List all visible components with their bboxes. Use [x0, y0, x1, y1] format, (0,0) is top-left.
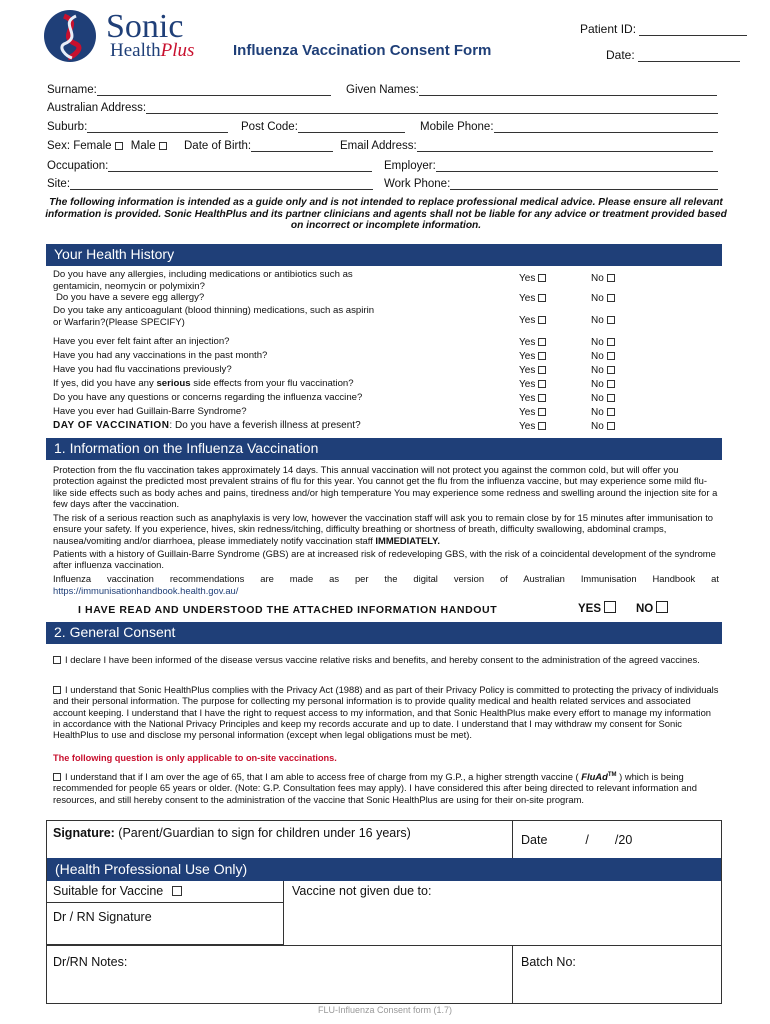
form-title: Influenza Vaccination Consent Form: [233, 42, 492, 59]
handout-yes: YES: [578, 601, 616, 615]
history-no-10[interactable]: No: [591, 421, 615, 432]
question-anticoagulant: Do you take any anticoagulant (blood thinning) medications, such as aspirin or Warfarin?(Please SPECIFY): [53, 305, 375, 328]
yes-checkbox[interactable]: [538, 294, 546, 302]
history-no-2[interactable]: No: [591, 293, 615, 304]
employer-field[interactable]: Employer:: [384, 160, 718, 172]
yes-checkbox[interactable]: [538, 394, 546, 402]
vaccine-not-given-field[interactable]: Vaccine not given due to:: [292, 884, 432, 898]
work-phone-field[interactable]: Work Phone:: [384, 178, 718, 190]
suitable-for-vaccine: Suitable for Vaccine: [47, 881, 284, 903]
question-guillain-barre: Have you ever had Guillain-Barre Syndrome?: [53, 406, 247, 417]
no-checkbox[interactable]: [607, 294, 615, 302]
no-checkbox[interactable]: [607, 422, 615, 430]
history-yes-5[interactable]: Yes: [519, 351, 546, 362]
suitable-checkbox[interactable]: [172, 886, 182, 896]
no-checkbox[interactable]: [607, 408, 615, 416]
history-yes-7[interactable]: Yes: [519, 379, 546, 390]
section1-paragraph-3: Patients with a history of Guillain-Barre Syndrome (GBS) are at increased risk of redeveloping GBS, with the risk of a coincidental development of the syndrome after influenza vaccination.: [53, 548, 716, 571]
history-no-3[interactable]: No: [591, 315, 615, 326]
question-recent-vaccinations: Have you had any vaccinations in the past month?: [53, 350, 268, 361]
history-no-4[interactable]: No: [591, 337, 615, 348]
email-field[interactable]: Email Address:: [340, 140, 713, 152]
history-yes-8[interactable]: Yes: [519, 393, 546, 404]
given-names-field[interactable]: Given Names:: [346, 84, 717, 96]
signature-table: [46, 820, 722, 1004]
history-yes-2[interactable]: Yes: [519, 293, 546, 304]
section1-paragraph-2: The risk of a serious reaction such as anaphylaxis is very low, however the vaccination staff will ask you to remain close by for 15 minutes after immunisation to ensure your safety. If you experience, hives, skin redness/itching, difficulty breathing or shortness of breath, difficulty swallowing, abdominal cramps, nausea/vomiting and/or diarrhoea, please immediately notify vaccination staff IMMEDIATELY.: [53, 512, 714, 546]
no-checkbox[interactable]: [607, 338, 615, 346]
consent-3-checkbox[interactable]: [53, 773, 61, 781]
history-yes-4[interactable]: Yes: [519, 337, 546, 348]
question-egg-allergy: Do you have a severe egg allergy?: [56, 292, 205, 303]
yes-checkbox[interactable]: [538, 352, 546, 360]
question-allergies: Do you have any allergies, including medications or antibiotics such as gentamicin, neomycin or polymixin?: [53, 269, 353, 292]
question-faint: Have you ever felt faint after an injection?: [53, 336, 230, 347]
no-checkbox[interactable]: [607, 316, 615, 324]
consent-2: I understand that Sonic HealthPlus complies with the Privacy Act (1988) and as part of their Privacy Policy is committed to protecting the privacy of individuals and their personal information. The purpose for collecting my personal information is to provide quality medical and health related services and associated account keeping. I understand that I have the right to request access to my information, and that Sonic HealthPlus make every effort to manage my information in accordance with the National Privacy Principles and keep my records accurate and up to date. I understand that I may withdraw my consent for Sonic HealthPlus to use and disclose my personal information (except when legal obligations must be met).: [53, 684, 719, 741]
handout-no: NO: [636, 601, 668, 615]
postcode-field[interactable]: Post Code:: [241, 121, 405, 133]
handbook-link[interactable]: https://immunisationhandbook.health.gov.au/: [53, 585, 239, 596]
no-checkbox[interactable]: [607, 274, 615, 282]
read-understood-statement: I HAVE READ AND UNDERSTOOD THE ATTACHED INFORMATION HANDOUT: [78, 604, 498, 616]
no-checkbox[interactable]: [607, 366, 615, 374]
yes-checkbox[interactable]: [538, 338, 546, 346]
history-yes-3[interactable]: Yes: [519, 315, 546, 326]
consent-1: I declare I have been informed of the disease versus vaccine relative risks and benefits, and hereby consent to the administration of the agreed vaccines.: [53, 654, 719, 665]
question-feverish: DAY OF VACCINATION: Do you have a feverish illness at present?: [53, 420, 361, 431]
male-checkbox[interactable]: [159, 142, 167, 150]
no-checkbox[interactable]: [607, 352, 615, 360]
mobile-field[interactable]: Mobile Phone:: [420, 121, 718, 133]
logo-emblem: [44, 10, 96, 62]
section2-header: 2. General Consent: [46, 622, 722, 644]
suburb-field[interactable]: Suburb:: [47, 121, 228, 133]
address-field[interactable]: Australian Address:: [47, 102, 718, 114]
occupation-field[interactable]: Occupation:: [47, 160, 372, 172]
yes-checkbox[interactable]: [538, 274, 546, 282]
no-checkbox[interactable]: [607, 394, 615, 402]
footer-form-id: FLU-Influenza Consent form (1.7): [317, 1005, 453, 1015]
yes-checkbox[interactable]: [538, 366, 546, 374]
disclaimer-text: The following information is intended as a guide only and is not intended to replace professional medical advice. Please ensure all relevant information is provided. Sonic HealthPlus and its partner clinicians and agents shall not be liable for any advice or treatment provided based on incorrect or incomplete information.: [45, 197, 727, 231]
consent-1-checkbox[interactable]: [53, 656, 61, 664]
history-no-7[interactable]: No: [591, 379, 615, 390]
logo-wordmark: Sonic: [106, 8, 184, 45]
history-no-6[interactable]: No: [591, 365, 615, 376]
consent-2-checkbox[interactable]: [53, 686, 61, 694]
question-concerns: Do you have any questions or concerns regarding the influenza vaccine?: [53, 392, 363, 403]
hp-use-header: (Health Professional Use Only): [47, 858, 721, 881]
history-no-1[interactable]: No: [591, 273, 615, 284]
batch-number-field[interactable]: Batch No:: [513, 945, 721, 1003]
dob-field[interactable]: Date of Birth:: [184, 140, 333, 152]
surname-field[interactable]: Surname:: [47, 84, 331, 96]
handout-yes-checkbox[interactable]: [604, 601, 616, 613]
section1-header: 1. Information on the Influenza Vaccination: [46, 438, 722, 460]
history-yes-9[interactable]: Yes: [519, 407, 546, 418]
consent-3: I understand that if I am over the age of 65, that I am able to access free of charge from my G.P., a higher strength vaccine ( FluAd™ ) which is being recommended for people 65 years or older. (Note: G.P. Consultation fees may apply). I have considered this after being directed to relevant information and resources, and still hereby consent to the administration of the vaccine that Sonic HealthPlus are using for their on-site program.: [53, 771, 697, 805]
yes-checkbox[interactable]: [538, 408, 546, 416]
dr-rn-notes-field[interactable]: Dr/RN Notes:: [47, 945, 513, 1003]
history-no-9[interactable]: No: [591, 407, 615, 418]
history-no-5[interactable]: No: [591, 351, 615, 362]
health-history-header: Your Health History: [46, 244, 722, 266]
section1-paragraph-4: Influenza vaccination recommendations are made as per the digital version of Australian Immunisation Handbook at: [53, 573, 719, 584]
patient-id-field[interactable]: Patient ID:: [580, 22, 747, 36]
question-side-effects: If yes, did you have any serious side effects from your flu vaccination?: [53, 378, 354, 389]
sex-field: Sex: Female Male: [47, 140, 167, 152]
onsite-note: The following question is only applicable to on-site vaccinations.: [53, 753, 337, 763]
history-yes-10[interactable]: Yes: [519, 421, 546, 432]
history-yes-6[interactable]: Yes: [519, 365, 546, 376]
female-checkbox[interactable]: [115, 142, 123, 150]
dr-rn-signature-field[interactable]: Dr / RN Signature: [47, 903, 284, 945]
yes-checkbox[interactable]: [538, 380, 546, 388]
yes-checkbox[interactable]: [538, 316, 546, 324]
signature-date-cell[interactable]: Date / /20: [521, 833, 633, 847]
site-field[interactable]: Site:: [47, 178, 373, 190]
logo-subtitle: HealthPlus: [110, 40, 195, 61]
no-checkbox[interactable]: [607, 380, 615, 388]
handout-no-checkbox[interactable]: [656, 601, 668, 613]
history-yes-1[interactable]: Yes: [519, 273, 546, 284]
section1-paragraph-1: Protection from the flu vaccination takes approximately 14 days. This annual vaccination will not protect you against the common cold, but will offer you protection against the predicted most prevalent strains of flu for this year. You cannot get the flu from the influenza vaccine, but may experience some mild flu-like side effects such as body aches and pains, tiredness and/or high temperature You may experience some redness and swelling around the injection site for a few days after the vaccination.: [53, 464, 718, 509]
signature-cell[interactable]: Signature: (Parent/Guardian to sign for children under 16 years): [47, 821, 513, 858]
yes-checkbox[interactable]: [538, 422, 546, 430]
history-no-8[interactable]: No: [591, 393, 615, 404]
header-date-field[interactable]: Date:: [606, 48, 740, 62]
question-previous-flu-vaccine: Have you had flu vaccinations previously?: [53, 364, 232, 375]
